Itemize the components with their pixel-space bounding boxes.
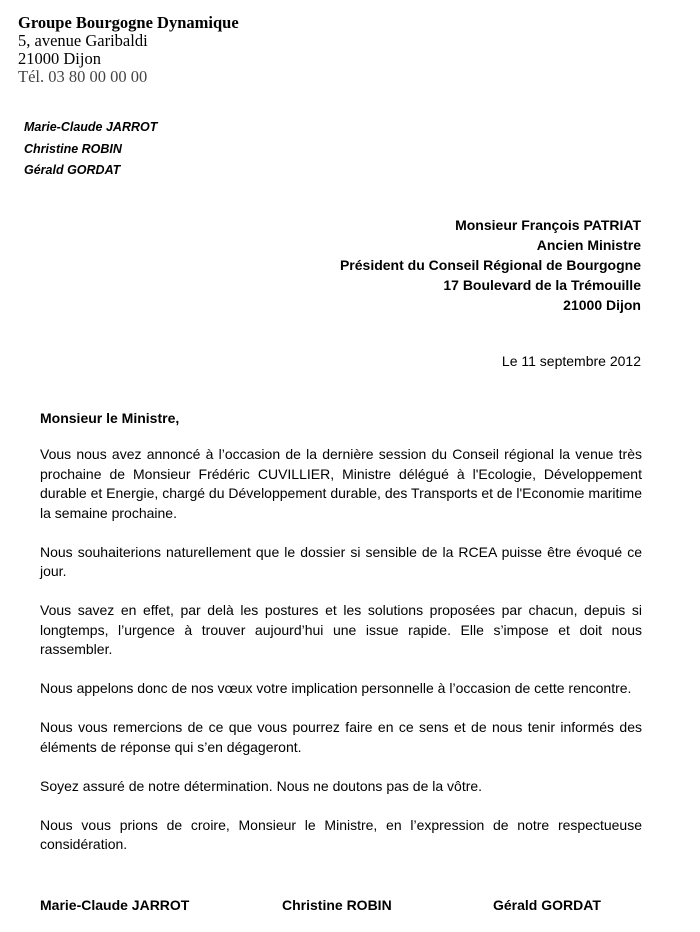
recipient-block	[340, 215, 641, 315]
body-paragraph: Nous appelons donc de nos vœux votre implication personnelle à l’occasion de cette rencontre.	[40, 680, 632, 696]
sender-phone: Tél. 03 80 00 00 00	[18, 67, 148, 86]
recipient-position: Président du Conseil Régional de Bourgogne	[339, 257, 641, 273]
letter-date: Le 11 septembre 2012	[501, 353, 641, 369]
letter-body	[40, 445, 642, 874]
recipient-title: Ancien Ministre	[536, 237, 641, 253]
sender-address-line-1: 5, avenue Garibaldi	[18, 31, 148, 50]
sender-organization: Groupe Bourgogne Dynamique	[18, 13, 239, 32]
signature-name: Christine ROBIN	[282, 897, 392, 913]
body-paragraph: Soyez assuré de notre détermination. Nous ne doutons pas de la vôtre.	[40, 777, 483, 794]
body-paragraph: Vous nous avez annoncé à l’occasion de la dernière session du Conseil régional la venue très prochaine de Monsieur Frédéric CUVILLIER, Ministre délégué à l'Ecologie, Développement durable et Energie, chargé du Développement durable, des Transports et de l'Economie maritime la semaine prochaine.	[40, 446, 642, 521]
body-paragraph: Nous vous prions de croire, Monsieur le Ministre, en l’expression de notre respectueuse considération.	[40, 816, 642, 852]
signer-name: Marie-Claude JARROT	[24, 120, 158, 134]
signature-name: Gérald GORDAT	[493, 897, 601, 913]
greeting: Monsieur le Ministre,	[40, 410, 180, 426]
body-paragraph: Vous savez en effet, par delà les postures et les solutions proposées par chacun, depuis si longtemps, l’urgence à trouver aujourd’hui une issue rapide. Elle s’impose et doit nous rassembler.	[40, 602, 642, 657]
recipient-name: Monsieur François PATRIAT	[455, 217, 641, 233]
signer-name: Christine ROBIN	[24, 141, 122, 156]
sender-address-line-2: 21000 Dijon	[18, 49, 101, 68]
signers-header	[24, 117, 157, 182]
sender-block	[18, 13, 239, 86]
recipient-street: 17 Boulevard de la Trémouille	[443, 277, 641, 293]
recipient-city: 21000 Dijon	[563, 297, 641, 313]
body-paragraph: Nous vous remercions de ce que vous pourrez faire en ce sens et de nous tenir informés des éléments de réponse qui s’en dégageront.	[40, 719, 642, 755]
signer-name: Gérald GORDAT	[24, 163, 121, 177]
body-paragraph: Nous souhaiterions naturellement que le dossier si sensible de la RCEA puisse être évoqué ce jour.	[40, 543, 642, 579]
signature-name: Marie-Claude JARROT	[40, 897, 190, 913]
